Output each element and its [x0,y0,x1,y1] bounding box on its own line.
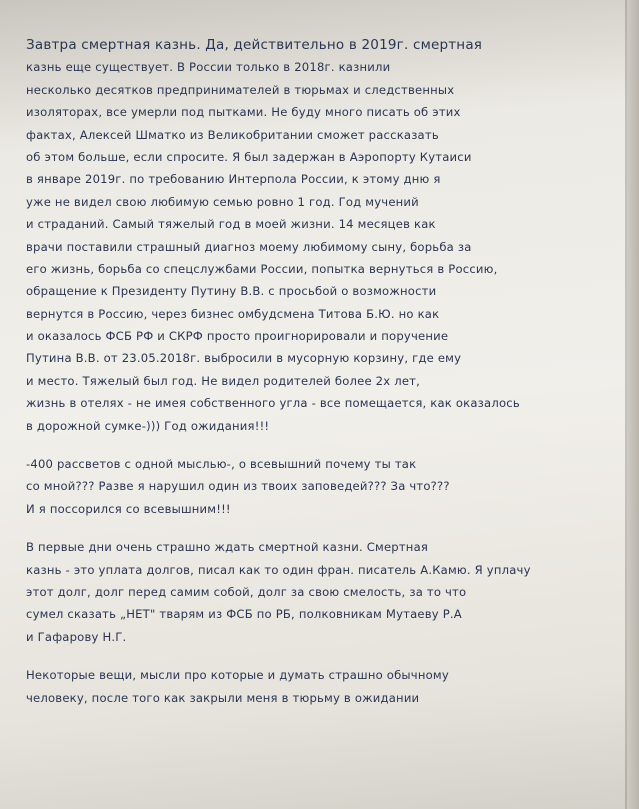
letter-line: казнь - это уплата долгов, писал как то один фран. писатель А.Камю. Я уплачу [26,562,531,577]
letter-line: человеку, после того как закрыли меня в тюрьму в ожидании [26,690,420,705]
page-edge [627,0,639,809]
page-fold [625,0,627,809]
letter-line: Некоторые вещи, мысли про которые и думать страшно обычному [26,668,449,683]
letter-line: обращение к Президенту Путину В.В. с просьбой о возможности [26,284,437,299]
letter-line: жизнь в отелях - не имея собственного угла - все помещается, как оказалось [26,396,520,411]
paragraph-gap [26,437,622,453]
letter-line: этот долг, долг перед самим собой, долг за свою смелость, за то что [26,584,467,599]
letter-line: врачи поставили страшный диагноз моему любимому сыну, борьба за [26,239,472,254]
letter-line: В первые дни очень страшно ждать смертной казни. Смертная [26,540,429,555]
paragraph-gap [26,648,622,664]
letter-line: -400 рассветов с одной мыслью-, о всевышний почему ты так [26,457,417,472]
letter-line: Завтра смертная казнь. Да, действительно в 2019г. смертная [26,37,483,53]
paragraph-gap [26,520,622,536]
handwritten-letter [26,34,622,709]
letter-line: уже не видел свою любимую семью ровно 1 год. Год мучений [26,194,419,209]
letter-line: и Гафарову Н.Г. [26,629,127,644]
letter-line: фактах, Алексей Шматко из Великобритании сможет рассказать [26,127,439,142]
letter-line: несколько десятков предпринимателей в тюрьмах и следственных [26,82,455,97]
letter-line: Путина В.В. от 23.05.2018г. выбросили в мусорную корзину, где ему [26,351,462,366]
letter-line: вернутся в Россию, через бизнес омбудсмена Титова Б.Ю. но как [26,306,440,321]
letter-line: изоляторах, все умерли под пытками. Не буду много писать об этих [26,105,461,120]
letter-line: со мной??? Разве я нарушил один из твоих заповедей??? За что??? [26,479,450,494]
letter-line: и место. Тяжелый был год. Не видел родителей более 2х лет, [26,373,420,388]
letter-line: в январе 2019г. по требованию Интерпола России, к этому дню я [26,172,441,187]
letter-line: И я поссорился со всевышним!!! [26,501,231,516]
letter-line: об этом больше, если спросите. Я был задержан в Аэропорту Кутаиси [26,149,472,164]
letter-line: в дорожной сумке-))) Год ожидания!!! [26,418,270,433]
letter-line: и оказалось ФСБ РФ и СКРФ просто проигнорировали и поручение [26,329,449,344]
letter-line: и страданий. Самый тяжелый год в моей жизни. 14 месяцев как [26,217,436,232]
letter-line: его жизнь, борьба со спецслужбами России, попытка вернуться в Россию, [26,261,498,276]
letter-line: сумел сказать „НЕТ" тварям из ФСБ по РБ, полковникам Мутаеву Р.А [26,607,462,622]
letter-line: казнь еще существует. В России только в 2018г. казнили [26,60,391,75]
